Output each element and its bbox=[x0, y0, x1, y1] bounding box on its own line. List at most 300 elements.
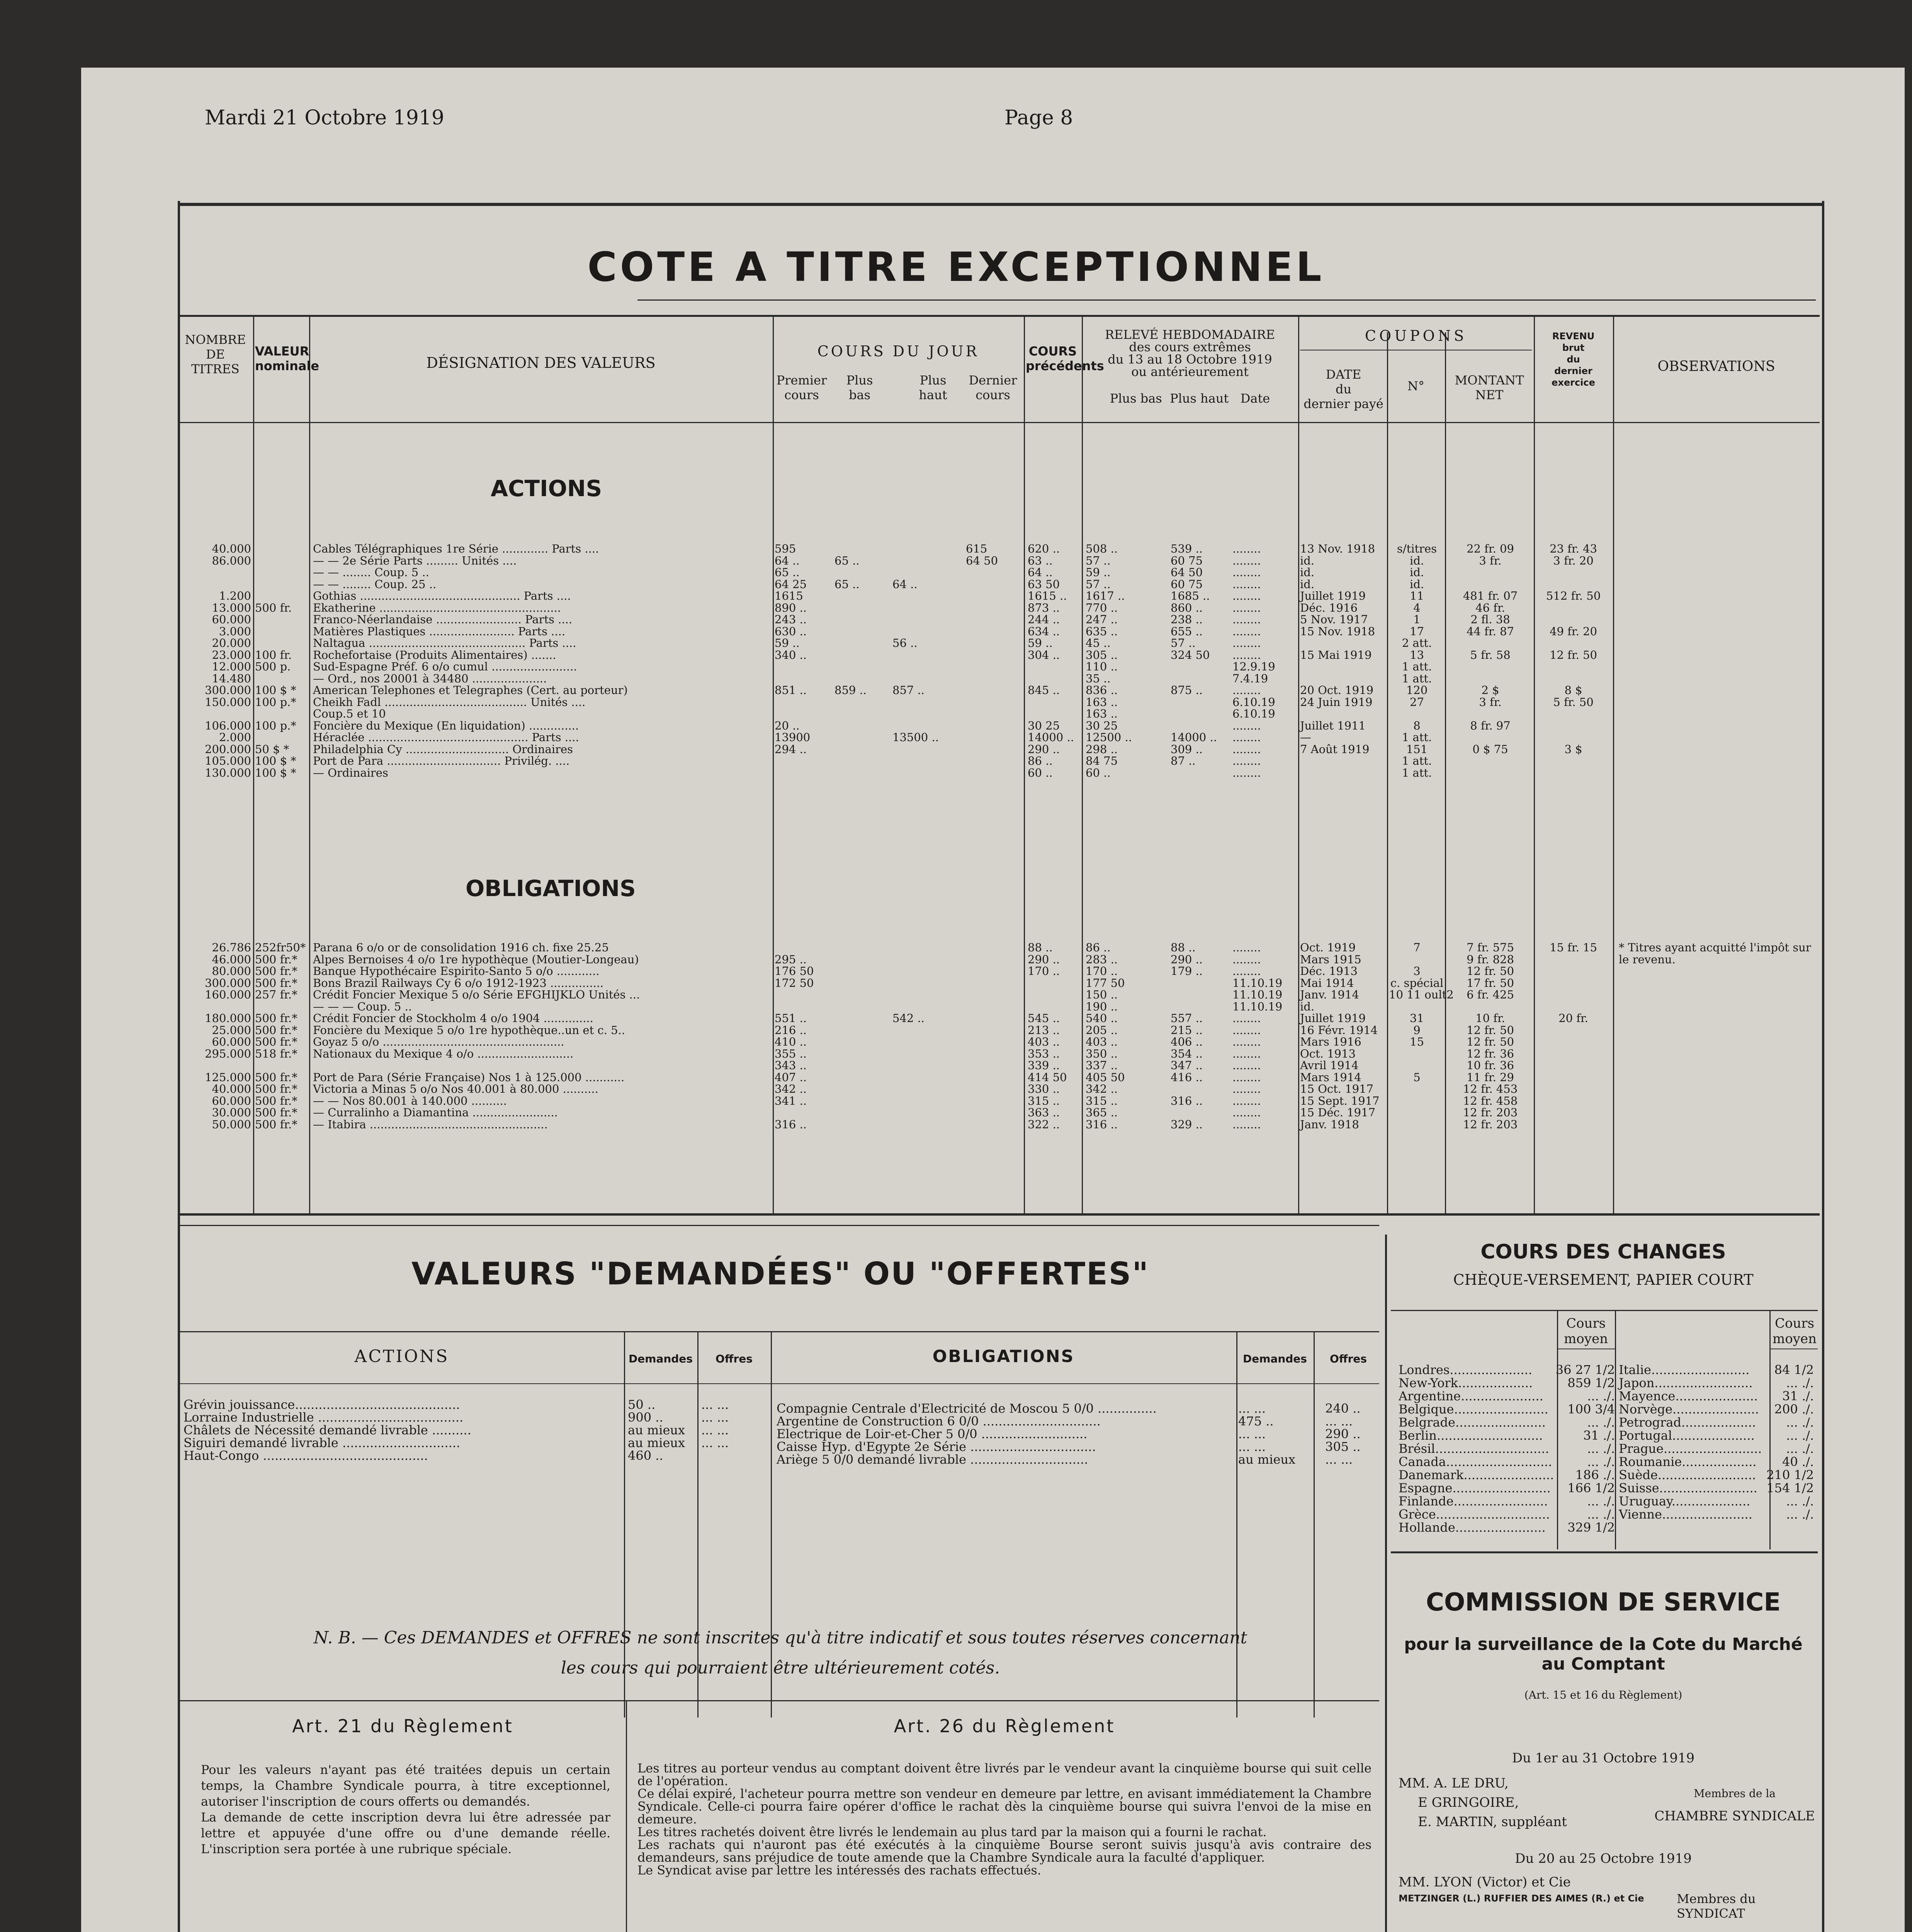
cell-n: 105.000 bbox=[205, 754, 251, 767]
cell-p: 316 .. bbox=[775, 1117, 807, 1131]
table-row bbox=[182, 673, 1816, 685]
cell-cn: id. bbox=[1409, 566, 1424, 579]
cell-v: 500 fr. bbox=[255, 601, 292, 614]
changes-title: COURS DES CHANGES bbox=[1480, 1240, 1726, 1264]
cell-n: 106.000 bbox=[205, 719, 251, 732]
cell-v: ... ./. bbox=[1587, 1441, 1615, 1456]
cell-rh: 87 .. bbox=[1171, 754, 1196, 767]
cell-rd: ........ bbox=[1232, 1012, 1261, 1025]
cell-n: Grèce............................. bbox=[1399, 1507, 1550, 1522]
col-observations: OBSERVATIONS bbox=[1657, 359, 1775, 374]
cell-rd: ........ bbox=[1232, 554, 1261, 567]
cell-rh: 860 .. bbox=[1171, 601, 1203, 614]
cell-rh: 324 50 bbox=[1171, 648, 1210, 662]
cell-rd: ........ bbox=[1232, 1035, 1261, 1048]
cell-p: 355 .. bbox=[775, 1047, 807, 1060]
cell-d: Coup.5 et 10 bbox=[313, 707, 386, 720]
cell-rh: 179 .. bbox=[1171, 964, 1203, 978]
obligations-heading: OBLIGATIONS bbox=[466, 875, 636, 901]
cell-off: ... ... bbox=[701, 1423, 729, 1437]
commission-members-2 bbox=[1399, 1874, 1677, 1906]
commission-subtitle: pour la surveillance de la Cote du Marché au Comptant bbox=[1404, 1634, 1803, 1674]
cell-rv: 12 fr. 50 bbox=[1550, 648, 1597, 662]
table-row bbox=[182, 637, 1816, 649]
cell-p: 410 .. bbox=[775, 1035, 807, 1048]
cell-v: 500 fr.* bbox=[255, 1070, 297, 1084]
cell-rv: 20 fr. bbox=[1558, 1012, 1588, 1025]
cell-d: Foncière du Mexique 5 o/o 1re hypothèque..un et c. 5.. bbox=[313, 1023, 625, 1037]
cell-dem: au mieux bbox=[628, 1423, 685, 1437]
member: MM. A. LE DRU, bbox=[1399, 1776, 1509, 1791]
cell-off: 305 .. bbox=[1325, 1439, 1361, 1454]
cell-v: ... ./. bbox=[1786, 1494, 1814, 1509]
col-designation: DÉSIGNATION DES VALEURS bbox=[426, 354, 656, 371]
cell-n: Mayence..................... bbox=[1619, 1389, 1758, 1403]
cell-d: Victoria a Minas 5 o/o Nos 40.001 à 80.000 .......... bbox=[313, 1082, 598, 1095]
cell-n: Petrograd................... bbox=[1619, 1415, 1756, 1430]
cell-rb: 12500 .. bbox=[1086, 731, 1132, 744]
cell-cd: 5 Nov. 1917 bbox=[1300, 613, 1368, 626]
cell-cn: 8 bbox=[1413, 719, 1421, 732]
cell-rd: ........ bbox=[1232, 1059, 1261, 1072]
cell-rb: 315 .. bbox=[1086, 1094, 1118, 1107]
cell-p: 65 .. bbox=[775, 566, 800, 579]
cell-rb: 170 .. bbox=[1086, 964, 1118, 978]
cell-pr: 59 .. bbox=[1028, 636, 1053, 650]
cell-cd: id. bbox=[1300, 1000, 1315, 1013]
cell-h: 857 .. bbox=[892, 684, 925, 697]
page-title: COTE A TITRE EXCEPTIONNEL bbox=[587, 243, 1325, 291]
cell-cn: 120 bbox=[1406, 684, 1428, 697]
cell-p: 59 .. bbox=[775, 636, 800, 650]
rule bbox=[178, 1225, 1379, 1226]
col-revenu: REVENU brut du dernier exercice bbox=[1552, 331, 1595, 388]
cell-cm: 17 fr. 50 bbox=[1467, 976, 1514, 990]
cell-n: New-York................... bbox=[1399, 1376, 1533, 1390]
cell-cm: 12 fr. 50 bbox=[1467, 1035, 1514, 1048]
cell-rh: 329 .. bbox=[1171, 1117, 1203, 1131]
cell-v: 100 $ * bbox=[255, 766, 296, 779]
cell-d: American Telephones et Telegraphes (Cert. au porteur) bbox=[313, 684, 628, 697]
table-row bbox=[182, 626, 1816, 638]
cell-n: 300.000 bbox=[205, 976, 251, 990]
cell-cn: 5 bbox=[1413, 1070, 1421, 1084]
cell-n: 125.000 bbox=[205, 1070, 251, 1084]
cell-p: 630 .. bbox=[775, 624, 807, 638]
cell-v: 100 3/4 bbox=[1567, 1402, 1615, 1417]
cell-rd: ........ bbox=[1232, 952, 1261, 966]
rule bbox=[1391, 1310, 1818, 1311]
cell-rd: ........ bbox=[1232, 1082, 1261, 1095]
demandees-note-line-1: N. B. — Ces DEMANDES et OFFRES ne sont inscrites qu'à titre indicatif et sous toutes réserves concernant bbox=[313, 1628, 1247, 1648]
cell-rd: ........ bbox=[1232, 731, 1261, 744]
cell-rd: ........ bbox=[1232, 1117, 1261, 1131]
commission-title: COMMISSION DE SERVICE bbox=[1426, 1588, 1781, 1617]
cell-rd: 6.10.19 bbox=[1232, 695, 1275, 709]
cell-rh: 14000 .. bbox=[1171, 731, 1217, 744]
cell-rd: ........ bbox=[1232, 589, 1261, 602]
cell-pr: 353 .. bbox=[1028, 1047, 1060, 1060]
rule bbox=[178, 1331, 1379, 1332]
cell-n: 300.000 bbox=[205, 684, 251, 697]
cell-cd: — bbox=[1300, 731, 1311, 744]
table-row bbox=[182, 720, 1816, 732]
cell-n: 60.000 bbox=[212, 1035, 251, 1048]
issue-date: Mardi 21 Octobre 1919 bbox=[205, 106, 444, 129]
cell-rh: 60 75 bbox=[1171, 577, 1203, 591]
cell-rd: ........ bbox=[1232, 613, 1261, 626]
table-row bbox=[182, 1095, 1816, 1107]
cell-pr: 63 50 bbox=[1028, 577, 1060, 591]
cell-p: 13900 bbox=[775, 731, 811, 744]
cell-pr: 1615 .. bbox=[1028, 589, 1067, 602]
cell-d: — Ordinaires bbox=[313, 766, 388, 779]
cell-off: 240 .. bbox=[1325, 1401, 1361, 1416]
cell-n: 14.480 bbox=[212, 672, 251, 685]
cell-d: — Curralinho a Diamantina ........................ bbox=[313, 1106, 558, 1119]
cell-dem: 900 .. bbox=[628, 1410, 663, 1425]
cell-rd: ........ bbox=[1232, 566, 1261, 579]
cell-v: ... ./. bbox=[1786, 1507, 1814, 1522]
table-row bbox=[182, 590, 1816, 602]
cell-v: 100 p.* bbox=[255, 695, 296, 709]
cell-rd: 6.10.19 bbox=[1232, 707, 1275, 720]
cell-v: 500 fr.* bbox=[255, 976, 297, 990]
cell-cm: 12 fr. 203 bbox=[1463, 1106, 1518, 1119]
col-releve-sub: Plus bas Plus haut Date bbox=[1110, 391, 1270, 406]
rule bbox=[1615, 1310, 1616, 1549]
cell-d: Banque Hypothécaire Espirito-Santo 5 o/o ............ bbox=[313, 964, 600, 978]
cell-p: 343 .. bbox=[775, 1059, 807, 1072]
cell-cd: id. bbox=[1300, 554, 1315, 567]
cell-d: Crédit Foncier de Stockholm 4 o/o 1904 .............. bbox=[313, 1012, 593, 1025]
cell-d: Rochefortaise (Produits Alimentaires) ....... bbox=[313, 648, 556, 662]
cell-cm: 7 fr. 575 bbox=[1467, 941, 1514, 954]
cell-v: 329 1/2 bbox=[1567, 1520, 1615, 1535]
art26-text: Les titres au porteur vendus au comptant doivent être livrés par le vendeur avant la cinquième bourse qui suit celle de l'opération. Ce délai expiré, l'acheteur pourra mettre son vendeur en demeure par lettre, en avisant immédiatement la Chambre Syndicale. Celle-ci pourra faire opérer d'office le rachat dès la cinquième bourse qui suivra l'envoi de la mise en demeure. Les titres rachetés doivent être livrés le lendemain au plus tard par la maison qui a fourni le rachat. Les rachats qui n'auront pas été exécutés à la cinquième Bourse seront suivis jusqu'à avis contraire des demandeurs, sans préjudice de toute amende que la Chambre Syndicale aura la faculté d'appliquer. Le Syndicat avise par lettre les intéressés des rachats effectués. bbox=[637, 1761, 1372, 1878]
cell-v: 154 1/2 bbox=[1766, 1481, 1814, 1495]
cell-d: Crédit Foncier Mexique 5 o/o Série EFGHIJKLO Unités ... bbox=[313, 988, 640, 1001]
cell-rd: ........ bbox=[1232, 941, 1261, 954]
cell-n: Argentine..................... bbox=[1399, 1389, 1543, 1403]
cell-rb: 770 .. bbox=[1086, 601, 1118, 614]
cell-rb: 283 .. bbox=[1086, 952, 1118, 966]
cell-cn: 1 att. bbox=[1402, 766, 1432, 779]
cell-n: 160.000 bbox=[205, 988, 251, 1001]
cell-p: 890 .. bbox=[775, 601, 807, 614]
cell-cm: 12 fr. 458 bbox=[1463, 1094, 1518, 1107]
cell-dc: 64 50 bbox=[966, 554, 998, 567]
cell-rb: 163 .. bbox=[1086, 695, 1118, 709]
cell-n: 2.000 bbox=[219, 731, 251, 744]
cell-v: 500 fr.* bbox=[255, 1106, 297, 1119]
cell-rb: 1617 .. bbox=[1086, 589, 1125, 602]
cell-rb: 403 .. bbox=[1086, 1035, 1118, 1048]
cell-d: Ekatherine ................................................... bbox=[313, 601, 561, 614]
cell-rd: ........ bbox=[1232, 766, 1261, 779]
cell-d: — — — Coup. 5 .. bbox=[313, 1000, 412, 1013]
cell-rv: 512 fr. 50 bbox=[1546, 589, 1601, 602]
cell-p: 20 .. bbox=[775, 719, 800, 732]
table-row bbox=[182, 1083, 1816, 1095]
cell-rh: 60 75 bbox=[1171, 554, 1203, 567]
table-row bbox=[182, 614, 1816, 626]
cell-rd: ........ bbox=[1232, 1023, 1261, 1037]
cell-rv: 49 fr. 20 bbox=[1550, 624, 1597, 638]
cell-rd: ........ bbox=[1232, 1094, 1261, 1107]
cell-rb: 35 .. bbox=[1086, 672, 1111, 685]
demandees-actions-label: ACTIONS bbox=[354, 1347, 449, 1366]
cell-b: 859 .. bbox=[834, 684, 867, 697]
cell-name: Compagnie Centrale d'Electricité de Moscou 5 0/0 ............... bbox=[777, 1401, 1157, 1416]
cell-rh: 406 .. bbox=[1171, 1035, 1203, 1048]
cell-v: 186 ./. bbox=[1575, 1468, 1615, 1482]
cell-d: Alpes Bernoises 4 o/o 1re hypothèque (Moutier-Longeau) bbox=[313, 952, 639, 966]
cell-n: 23.000 bbox=[212, 648, 251, 662]
cell-pr: 634 .. bbox=[1028, 624, 1060, 638]
cell-h: 13500 .. bbox=[892, 731, 939, 744]
cell-v: ... ./. bbox=[1786, 1428, 1814, 1443]
cell-pr: 322 .. bbox=[1028, 1117, 1060, 1131]
cell-cn: id. bbox=[1409, 554, 1424, 567]
cell-d: Cheikh Fadl ........................................ Unités .... bbox=[313, 695, 586, 709]
rule bbox=[178, 1700, 1379, 1701]
table-row bbox=[182, 1012, 1816, 1024]
demandees-note bbox=[182, 1623, 1379, 1683]
cell-rb: 342 .. bbox=[1086, 1082, 1118, 1095]
col-precedents: COURS précédents bbox=[1026, 344, 1104, 373]
cell-rd: ........ bbox=[1232, 754, 1261, 767]
cell-n: 3.000 bbox=[219, 624, 251, 638]
cell-d: Gothias ............................................. Parts .... bbox=[313, 589, 571, 602]
cell-rd: ........ bbox=[1232, 1106, 1261, 1119]
cell-cd: 24 Juin 1919 bbox=[1300, 695, 1373, 709]
cell-rh: 309 .. bbox=[1171, 742, 1203, 756]
cell-pr: 213 .. bbox=[1028, 1023, 1060, 1037]
table-row bbox=[182, 1060, 1816, 1071]
cell-cn: 4 bbox=[1413, 601, 1421, 614]
cell-cm: 3 fr. bbox=[1479, 695, 1502, 709]
cell-cn: 9 bbox=[1413, 1023, 1421, 1037]
table-row bbox=[182, 578, 1816, 590]
cell-v: 500 fr.* bbox=[255, 1082, 297, 1095]
cell-name: Haut-Congo .......................................... bbox=[184, 1448, 428, 1463]
cell-n: Brésil............................. bbox=[1399, 1441, 1549, 1456]
table-header-rule bbox=[178, 422, 1820, 423]
cell-rb: 110 .. bbox=[1086, 660, 1118, 673]
cell-n: 50.000 bbox=[212, 1117, 251, 1131]
col-date-dernier: DATE du dernier payé bbox=[1304, 367, 1383, 411]
cell-pr: 315 .. bbox=[1028, 1094, 1060, 1107]
cell-rb: 177 50 bbox=[1086, 976, 1125, 990]
cell-n: Uruguay.................... bbox=[1619, 1494, 1751, 1509]
cell-rh: 875 .. bbox=[1171, 684, 1203, 697]
cell-rb: 163 .. bbox=[1086, 707, 1118, 720]
cell-n: Londres..................... bbox=[1399, 1362, 1532, 1377]
cell-rh: 1685 .. bbox=[1171, 589, 1210, 602]
cell-n: Berlin........................... bbox=[1399, 1428, 1543, 1443]
table-row bbox=[182, 989, 1816, 1001]
cell-n: 30.000 bbox=[212, 1106, 251, 1119]
cell-b: 65 .. bbox=[834, 554, 860, 567]
cell-name: Siguiri demandé livrable .............................. bbox=[184, 1435, 461, 1450]
cell-v: ... ./. bbox=[1587, 1507, 1615, 1522]
cell-n: Suède......................... bbox=[1619, 1468, 1756, 1482]
cell-cm: 5 fr. 58 bbox=[1470, 648, 1511, 662]
cell-n: Finlande........................ bbox=[1399, 1494, 1548, 1509]
cell-p: 595 bbox=[775, 542, 796, 555]
demandes-col-2: Demandes bbox=[1243, 1352, 1307, 1365]
cell-p: 1615 bbox=[775, 589, 803, 602]
cell-rv: 3 $ bbox=[1564, 742, 1582, 756]
cell-v: ... ./. bbox=[1587, 1454, 1615, 1469]
cell-cm: 12 fr. 203 bbox=[1463, 1117, 1518, 1131]
cell-rb: 836 .. bbox=[1086, 684, 1118, 697]
cell-d: Port de Para ................................ Privilég. .... bbox=[313, 754, 570, 767]
cell-cd: id. bbox=[1300, 566, 1315, 579]
cell-d: — Itabira .................................................. bbox=[313, 1117, 548, 1131]
table-row bbox=[182, 566, 1816, 578]
cell-n: 20.000 bbox=[212, 636, 251, 650]
cell-cd: 20 Oct. 1919 bbox=[1300, 684, 1374, 697]
cell-pr: 14000 .. bbox=[1028, 731, 1074, 744]
cell-rh: 215 .. bbox=[1171, 1023, 1203, 1037]
cell-name: Caisse Hyp. d'Egypte 2e Série ................................ bbox=[777, 1439, 1096, 1454]
cell-cn: 2 att. bbox=[1402, 636, 1432, 650]
cell-n: 200.000 bbox=[205, 742, 251, 756]
cell-p: 176 50 bbox=[775, 964, 814, 978]
cell-rv: 15 fr. 15 bbox=[1550, 941, 1597, 954]
table-row bbox=[182, 649, 1816, 661]
cell-cm: 481 fr. 07 bbox=[1463, 589, 1518, 602]
cell-dem: au mieux bbox=[1238, 1452, 1296, 1467]
col-premier: Premier cours bbox=[776, 373, 827, 402]
cell-cd: Mars 1916 bbox=[1300, 1035, 1361, 1048]
cell-h: 542 .. bbox=[892, 1012, 925, 1025]
cell-v: 31 ./. bbox=[1782, 1389, 1814, 1403]
cell-cm: 2 fl. 38 bbox=[1470, 613, 1510, 626]
cell-v: 500 fr.* bbox=[255, 1094, 297, 1107]
table-row bbox=[182, 708, 1816, 720]
table-row bbox=[182, 696, 1816, 708]
cell-cn: 151 bbox=[1406, 742, 1428, 756]
cell-cm: 8 fr. 97 bbox=[1470, 719, 1511, 732]
cell-cd: Oct. 1919 bbox=[1300, 941, 1356, 954]
cell-pr: 60 .. bbox=[1028, 766, 1053, 779]
cell-p: 340 .. bbox=[775, 648, 807, 662]
demandees-note-line-2: les cours qui pourraient être ultérieurement cotés. bbox=[561, 1658, 1000, 1678]
cell-n: 60.000 bbox=[212, 613, 251, 626]
col-valeur: VALEUR nominale bbox=[255, 344, 320, 373]
cell-d: Matières Plastiques ........................ Parts .... bbox=[313, 624, 566, 638]
offres-col-2: Offres bbox=[1330, 1352, 1367, 1365]
cell-off: ... ... bbox=[1325, 1452, 1353, 1467]
cell-n: 86.000 bbox=[212, 554, 251, 567]
cell-rb: 150 .. bbox=[1086, 988, 1118, 1001]
cell-rd: ........ bbox=[1232, 624, 1261, 638]
cell-cm: 46 fr. bbox=[1475, 601, 1505, 614]
cell-v: 500 fr.* bbox=[255, 1023, 297, 1037]
cell-rb: 316 .. bbox=[1086, 1117, 1118, 1131]
rule bbox=[1385, 1235, 1387, 1932]
col-nombre: NOMBRE DE TITRES bbox=[185, 332, 246, 376]
cell-v: ... ./. bbox=[1786, 1441, 1814, 1456]
cell-d: Goyaz 5 o/o ................................................... bbox=[313, 1035, 564, 1048]
cell-v: 500 fr.* bbox=[255, 1117, 297, 1131]
membres-de-la: Membres de la bbox=[1694, 1787, 1776, 1800]
cell-v: 252fr50* bbox=[255, 941, 306, 954]
cell-cm: 2 $ bbox=[1481, 684, 1499, 697]
cell-rd: ........ bbox=[1232, 1070, 1261, 1084]
member: E GRINGOIRE, bbox=[1418, 1795, 1519, 1810]
cell-pr: 339 .. bbox=[1028, 1059, 1060, 1072]
cell-n: Danemark....................... bbox=[1399, 1468, 1554, 1482]
cell-v: 859 1/2 bbox=[1567, 1376, 1615, 1390]
cell-rb: 508 .. bbox=[1086, 542, 1118, 555]
cell-n: 150.000 bbox=[205, 695, 251, 709]
cell-cd: Déc. 1916 bbox=[1300, 601, 1358, 614]
cell-cn: 10 11 oult2 bbox=[1389, 988, 1454, 1001]
cell-d: Bons Brazil Railways Cy 6 o/o 1912-1923 ............... bbox=[313, 976, 604, 990]
changes-col-right: Cours moyen bbox=[1773, 1316, 1817, 1347]
cell-d: Franco-Néerlandaise ........................ Parts .... bbox=[313, 613, 573, 626]
cell-d: — — 2e Série Parts ......... Unités .... bbox=[313, 554, 517, 567]
cell-n: 26.786 bbox=[212, 941, 251, 954]
cell-n: Japon......................... bbox=[1619, 1376, 1753, 1390]
cell-v: 500 fr.* bbox=[255, 1035, 297, 1048]
table-row bbox=[182, 661, 1816, 673]
cell-rd: ........ bbox=[1232, 964, 1261, 978]
cell-cn: 7 bbox=[1413, 941, 1421, 954]
table-row bbox=[182, 1036, 1816, 1048]
cell-cd: Janv. 1918 bbox=[1300, 1117, 1359, 1131]
cell-cd: 15 Déc. 1917 bbox=[1300, 1106, 1376, 1119]
cell-off: ... ... bbox=[701, 1435, 729, 1450]
cell-cd: id. bbox=[1300, 577, 1315, 591]
cell-p: 551 .. bbox=[775, 1012, 807, 1025]
cell-cn: 1 att. bbox=[1402, 660, 1432, 673]
cell-d: — — ........ Coup. 5 .. bbox=[313, 566, 429, 579]
col-coupons: COUPONS bbox=[1365, 327, 1467, 344]
cell-p: 295 .. bbox=[775, 952, 807, 966]
cell-pr: 290 .. bbox=[1028, 742, 1060, 756]
cell-cd: Janv. 1914 bbox=[1300, 988, 1359, 1001]
cell-cd: Juillet 1919 bbox=[1300, 1012, 1366, 1025]
cell-n: 180.000 bbox=[205, 1012, 251, 1025]
cell-d: Naltagua ............................................ Parts .... bbox=[313, 636, 576, 650]
table-row bbox=[182, 1048, 1816, 1060]
table-row bbox=[182, 1024, 1816, 1036]
cell-n: 12.000 bbox=[212, 660, 251, 673]
cell-pr: 304 .. bbox=[1028, 648, 1060, 662]
table-row bbox=[182, 965, 1816, 977]
cell-rv: 8 $ bbox=[1564, 684, 1582, 697]
cell-rd: ........ bbox=[1232, 1047, 1261, 1060]
cell-v: 166 1/2 bbox=[1567, 1481, 1615, 1495]
cell-pr: 244 .. bbox=[1028, 613, 1060, 626]
cell-rh: 539 .. bbox=[1171, 542, 1203, 555]
cell-n: Italie......................... bbox=[1619, 1362, 1750, 1377]
cell-n: Portugal..................... bbox=[1619, 1428, 1755, 1443]
cell-cd: 15 Oct. 1917 bbox=[1300, 1082, 1374, 1095]
cell-d: — Ord., nos 20001 à 34480 ..................... bbox=[313, 672, 547, 685]
cell-n: 13.000 bbox=[212, 601, 251, 614]
cell-rd: 11.10.19 bbox=[1232, 988, 1283, 1001]
cell-name: Argentine de Construction 6 0/0 .............................. bbox=[777, 1414, 1101, 1429]
cell-ob: le revenu. bbox=[1619, 952, 1676, 966]
col-plus-bas: Plus bas bbox=[846, 373, 873, 402]
cell-v: 100 fr. bbox=[255, 648, 292, 662]
